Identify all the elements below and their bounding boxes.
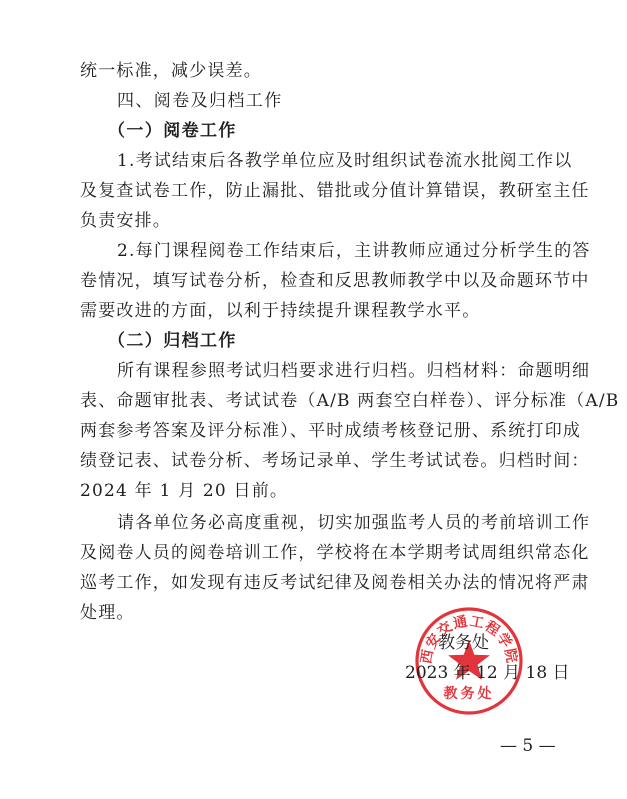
page-number: — 5 — xyxy=(500,736,556,756)
subsection-heading: （二）归档工作 xyxy=(108,331,237,351)
paragraph-line: 统一标准，减少误差。 xyxy=(80,61,262,81)
section-heading: 四、阅卷及归档工作 xyxy=(117,91,283,111)
paragraph-line: 卷情况，填写试卷分析，检查和反思教师教学中以及命题环节中 xyxy=(80,271,590,291)
signature-date: 2023 年 12 月 18 日 xyxy=(405,663,570,683)
seal-bottom-text: 教务处 xyxy=(443,686,495,702)
paragraph-line: 及阅卷人员的阅卷培训工作，学校将在本学期考试周组织常态化 xyxy=(80,543,590,563)
paragraph-line: 表、命题审批表、考试试卷（A/B 两套空白样卷）、评分标准（A/B xyxy=(80,391,620,411)
paragraph-line: 负责安排。 xyxy=(80,211,171,231)
paragraph-line: 巡考工作，如发现有违反考试纪律及阅卷相关办法的情况将严肃 xyxy=(80,573,590,593)
paragraph-line: 及复查试卷工作，防止漏批、错批或分值计算错误，教研室主任 xyxy=(80,181,590,201)
signature-office: 教务处 xyxy=(438,633,489,653)
seal-top-text: 西安交通工程学院 xyxy=(418,613,520,666)
paragraph-line: 1.考试结束后各教学单位应及时组织试卷流水批阅工作以 xyxy=(117,151,573,171)
subsection-heading: （一）阅卷工作 xyxy=(108,121,237,141)
paragraph-line: 处理。 xyxy=(80,603,135,623)
paragraph-line: 两套参考答案及评分标准）、平时成绩考核登记册、系统打印成 xyxy=(80,421,582,441)
paragraph-line: 2024 年 1 月 20 日前。 xyxy=(80,481,289,501)
paragraph-line: 需要改进的方面，以利于持续提升课程教学水平。 xyxy=(80,301,481,321)
paragraph-line: 绩登记表、试卷分析、考场记录单、学生考试试卷。归档时间： xyxy=(80,451,590,471)
paragraph-line: 请各单位务必高度重视，切实加强监考人员的考前培训工作 xyxy=(117,513,591,533)
paragraph-line: 所有课程参照考试归档要求进行归档。归档材料：命题明细 xyxy=(117,361,591,381)
paragraph-line: 2.每门课程阅卷工作结束后，主讲教师应通过分析学生的答 xyxy=(117,241,591,261)
